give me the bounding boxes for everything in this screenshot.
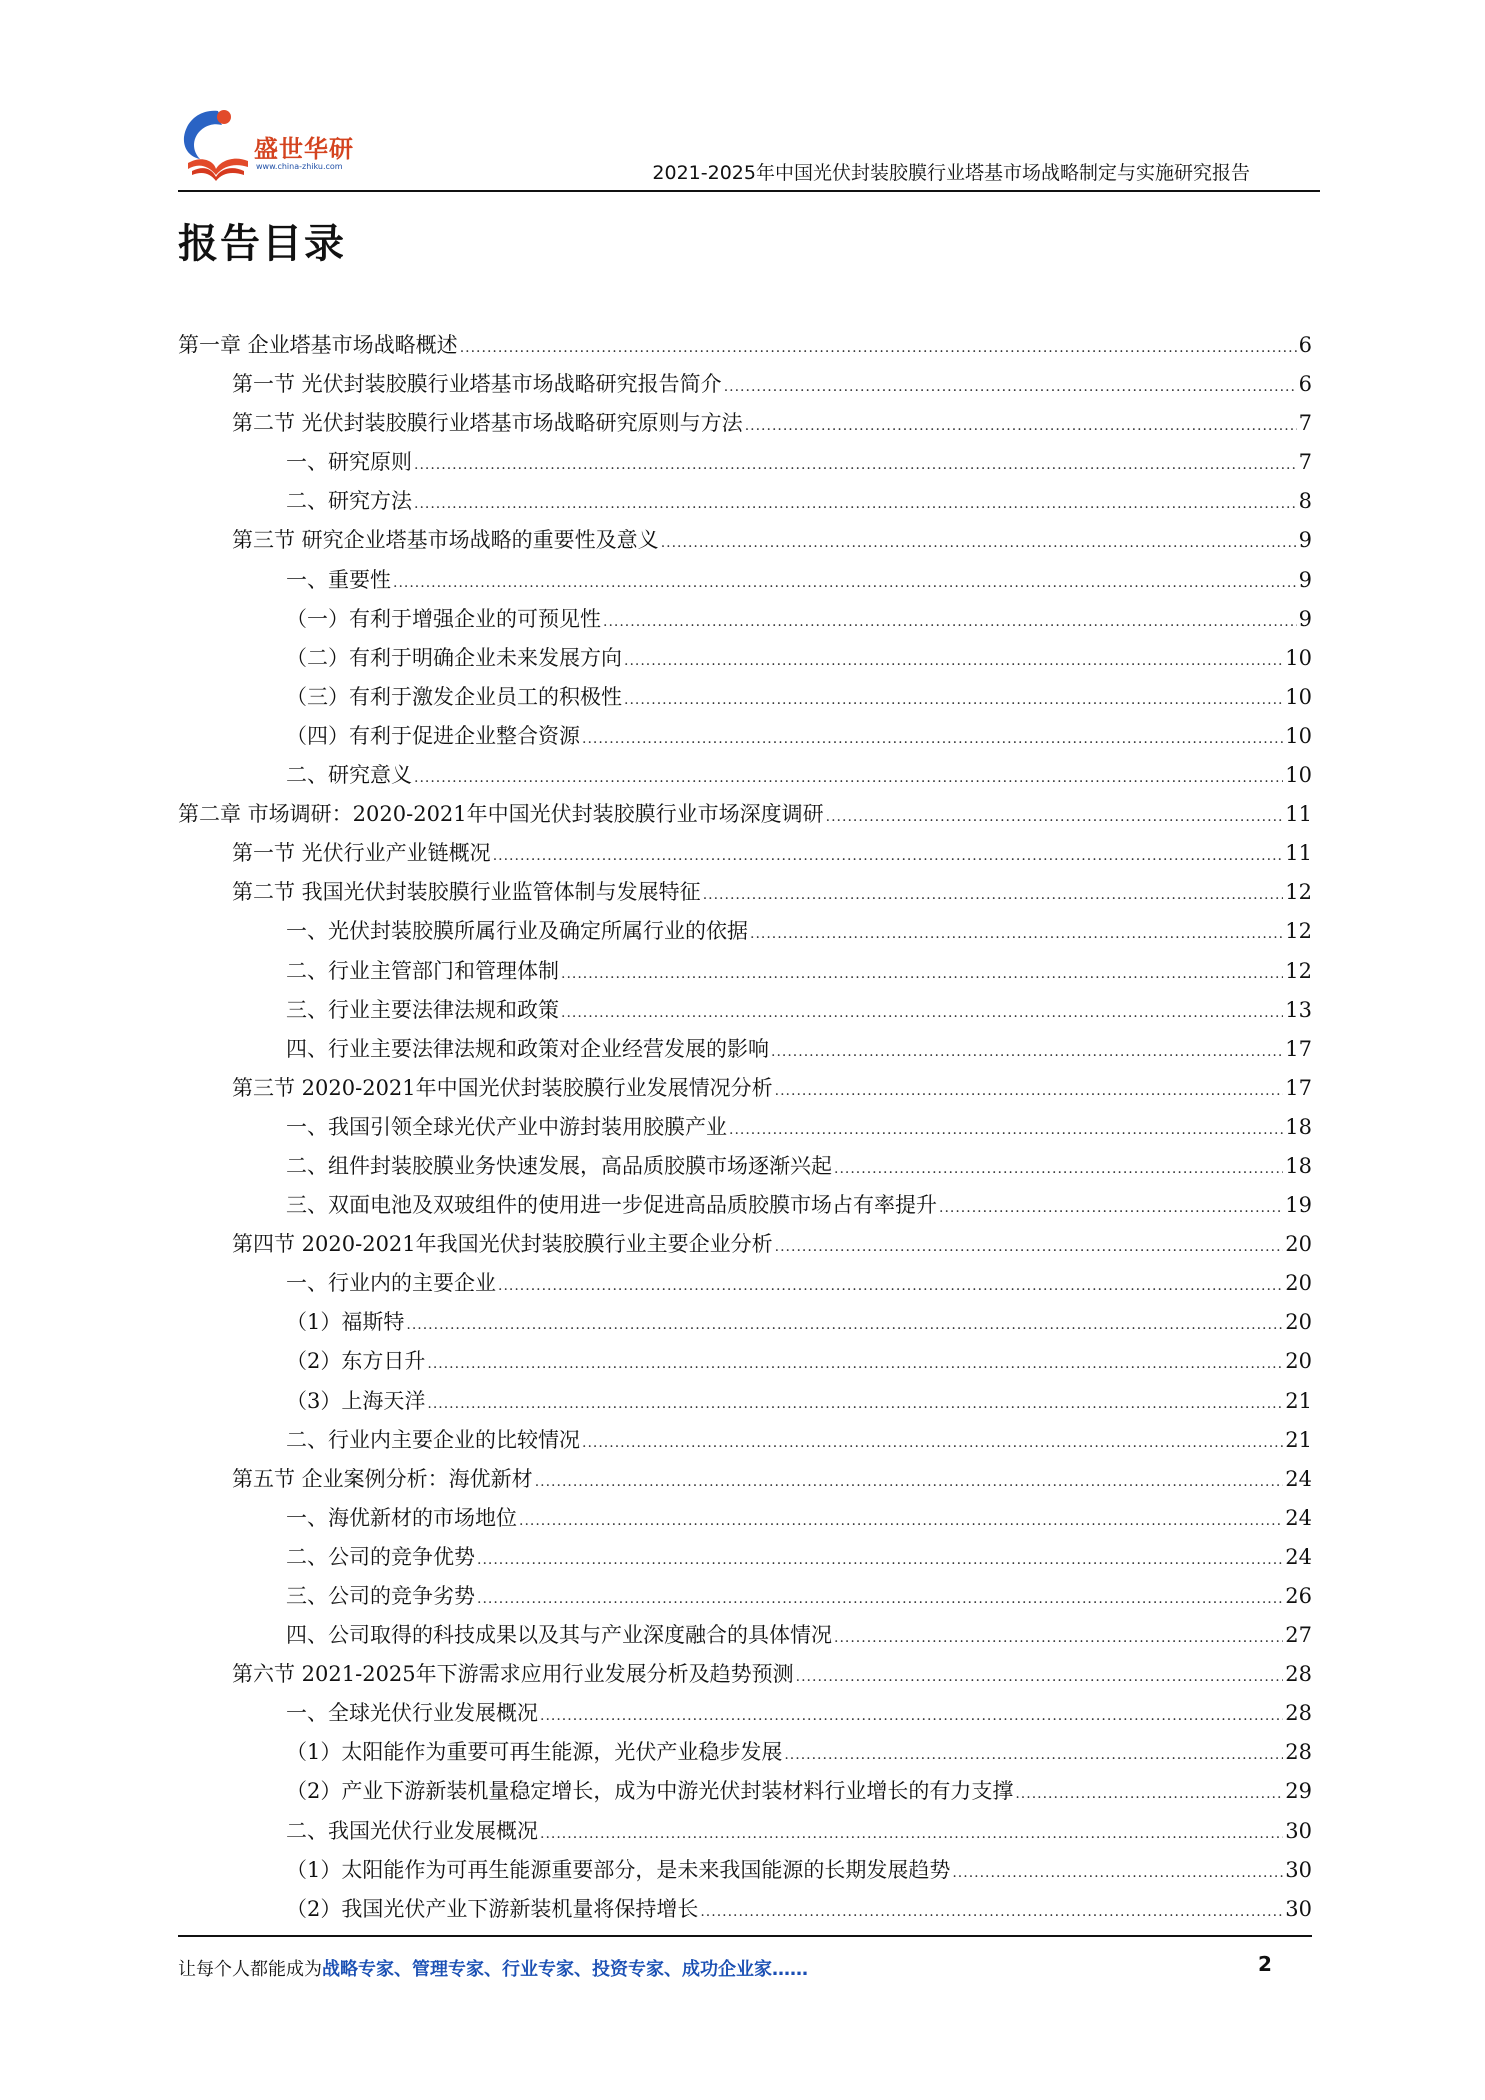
toc-entry[interactable] [178,1342,1312,1381]
toc-dot-leader [700,1893,1283,1932]
toc-entry[interactable] [178,326,1312,365]
toc-entry-page: 24 [1285,1544,1312,1569]
toc-dot-leader [498,1267,1283,1306]
toc-entry[interactable] [178,1616,1312,1655]
toc-entry-title: 二、我国光伏行业发展概况 [286,1818,538,1843]
toc-entry-title: 第二节 光伏封装胶膜行业塔基市场战略研究原则与方法 [232,411,743,436]
toc-dot-leader [952,1854,1283,1893]
toc-entry-page: 12 [1285,919,1312,944]
toc-entry-page: 20 [1285,1271,1312,1296]
toc-entry[interactable] [178,1772,1312,1811]
toc-entry[interactable] [178,365,1312,404]
toc-dot-leader [834,1619,1283,1658]
toc-entry[interactable] [178,756,1312,795]
toc-dot-leader [414,759,1283,798]
toc-entry-page: 9 [1298,528,1312,553]
toc-entry-title: 四、行业主要法律法规和政策对企业经营发展的影响 [286,1036,769,1061]
toc-entry-title: 第一节 光伏行业产业链概况 [232,841,491,866]
toc-entry-page: 24 [1285,1466,1312,1491]
toc-entry-page: 21 [1285,1427,1312,1452]
toc-entry-page: 11 [1285,802,1312,827]
toc-entry[interactable] [178,600,1312,639]
toc-entry[interactable] [178,639,1312,678]
toc-dot-leader [427,1385,1283,1424]
toc-dot-leader [1015,1775,1283,1814]
toc-dot-leader [729,1111,1283,1150]
toc-entry-page: 30 [1285,1857,1312,1882]
toc-entry-title: 第四节 2020-2021年我国光伏封装胶膜行业主要企业分析 [232,1232,773,1257]
toc-entry-page: 7 [1298,450,1312,475]
toc-entry-page: 12 [1285,958,1312,983]
toc-entry-title: 一、全球光伏行业发展概况 [286,1701,538,1726]
toc-dot-leader [834,1150,1283,1189]
toc-dot-leader [624,681,1283,720]
toc-title: 报告目录 [178,221,346,267]
toc-entry[interactable] [178,1851,1312,1890]
toc-dot-leader [561,955,1283,994]
toc-entry[interactable] [178,795,1312,834]
toc-entry[interactable] [178,1225,1312,1264]
toc-entry-page: 28 [1285,1701,1312,1726]
company-logo [178,105,398,185]
toc-entry-page: 30 [1285,1896,1312,1921]
logo-url: www.china-zhiku.com [256,162,343,171]
toc-dot-leader [771,1033,1283,1072]
toc-entry[interactable] [178,1812,1312,1851]
toc-entry-title: 第三节 2020-2021年中国光伏封装胶膜行业发展情况分析 [232,1075,773,1100]
toc-entry-page: 17 [1285,1036,1312,1061]
toc-dot-leader [519,1502,1283,1541]
toc-entry-title: （2）产业下游新装机量稳定增长，成为中游光伏封装材料行业增长的有力支撑 [286,1779,1014,1804]
toc-entry-page: 10 [1285,763,1312,788]
toc-entry-page: 9 [1298,567,1312,592]
footer-divider [178,1935,1312,1937]
table-of-contents [178,326,1312,1929]
toc-dot-leader [603,603,1297,642]
toc-entry-title: 一、行业内的主要企业 [286,1271,496,1296]
toc-entry-page: 28 [1285,1740,1312,1765]
logo-emblem-icon [178,105,254,185]
toc-entry-page: 20 [1285,1232,1312,1257]
toc-entry-page: 10 [1285,723,1312,748]
toc-entry[interactable] [178,1069,1312,1108]
toc-dot-leader [775,1228,1284,1267]
toc-entry-page: 19 [1285,1193,1312,1218]
toc-entry[interactable] [178,1499,1312,1538]
toc-entry[interactable] [178,1460,1312,1499]
toc-dot-leader [535,1463,1284,1502]
toc-entry[interactable] [178,561,1312,600]
toc-entry[interactable] [178,873,1312,912]
header-divider [178,190,1320,192]
toc-entry-title: （二）有利于明确企业未来发展方向 [286,645,622,670]
slogan-prefix: 让每个人都能成为 [178,1959,322,1980]
toc-dot-leader [939,1189,1283,1228]
toc-entry-title: 二、组件封装胶膜业务快速发展，高品质胶膜市场逐渐兴起 [286,1153,832,1178]
toc-dot-leader [661,524,1297,563]
toc-dot-leader [477,1541,1283,1580]
toc-entry-page: 12 [1285,880,1312,905]
toc-entry[interactable] [178,521,1312,560]
toc-entry-title: 三、公司的竞争劣势 [286,1584,475,1608]
toc-entry[interactable] [178,443,1312,482]
toc-entry-title: （2）我国光伏产业下游新装机量将保持增长 [286,1896,699,1921]
toc-entry[interactable] [178,1030,1312,1069]
toc-entry-page: 20 [1285,1310,1312,1335]
toc-dot-leader [477,1580,1283,1619]
toc-entry-title: 一、重要性 [286,567,391,592]
page-number: 2 [1258,1952,1272,1976]
report-title: 2021-2025年中国光伏封装胶膜行业塔基市场战略制定与实施研究报告 [652,162,1250,184]
toc-dot-leader [460,329,1297,368]
toc-entry[interactable] [178,1694,1312,1733]
toc-entry-title: 一、我国引领全球光伏产业中游封装用胶膜产业 [286,1114,727,1139]
toc-entry-page: 21 [1285,1388,1312,1413]
toc-entry-title: 四、公司取得的科技成果以及其与产业深度融合的具体情况 [286,1623,832,1648]
toc-entry-title: （三）有利于激发企业员工的积极性 [286,684,622,709]
toc-dot-leader [582,720,1283,759]
toc-entry-title: 第二节 我国光伏封装胶膜行业监管体制与发展特征 [232,880,701,905]
toc-entry[interactable] [178,1421,1312,1460]
toc-entry[interactable] [178,834,1312,873]
toc-entry[interactable] [178,1733,1312,1772]
toc-entry-title: 二、研究方法 [286,489,412,514]
toc-dot-leader [750,915,1283,954]
toc-entry-title: 三、双面电池及双玻组件的使用进一步促进高品质胶膜市场占有率提升 [286,1193,937,1218]
toc-entry[interactable] [178,404,1312,443]
toc-entry-title: 第一节 光伏封装胶膜行业塔基市场战略研究报告简介 [232,372,722,397]
toc-entry[interactable] [178,482,1312,521]
toc-entry[interactable] [178,1147,1312,1186]
toc-dot-leader [745,407,1297,446]
toc-entry-page: 17 [1285,1075,1312,1100]
toc-dot-leader [414,485,1297,524]
toc-entry[interactable] [178,678,1312,717]
toc-dot-leader [703,876,1284,915]
toc-entry-title: 二、行业内主要企业的比较情况 [286,1427,580,1452]
toc-entry-page: 11 [1285,841,1312,866]
toc-entry-page: 18 [1285,1114,1312,1139]
toc-entry-page: 8 [1298,489,1312,514]
toc-entry-title: （四）有利于促进企业整合资源 [286,723,580,748]
toc-dot-leader [414,446,1297,485]
toc-dot-leader [796,1658,1284,1697]
toc-entry-page: 18 [1285,1153,1312,1178]
toc-entry-page: 26 [1285,1584,1312,1608]
toc-entry-title: （2）东方日升 [286,1349,426,1374]
toc-dot-leader [826,798,1284,837]
toc-entry[interactable] [178,1382,1312,1421]
toc-entry[interactable] [178,1538,1312,1577]
toc-entry-page: 10 [1285,684,1312,709]
toc-dot-leader [582,1424,1283,1463]
slogan-highlight: 战略专家、管理专家、行业专家、投资专家、成功企业家…… [322,1959,808,1980]
toc-entry-page: 20 [1285,1349,1312,1374]
toc-entry-title: 第二章 市场调研：2020-2021年中国光伏封装胶膜行业市场深度调研 [178,802,824,827]
toc-entry[interactable] [178,717,1312,756]
toc-entry-title: （1）福斯特 [286,1310,405,1335]
toc-dot-leader [393,564,1297,603]
toc-entry-title: 第五节 企业案例分析：海优新材 [232,1466,533,1491]
toc-entry[interactable] [178,952,1312,991]
toc-entry-title: 第三节 研究企业塔基市场战略的重要性及意义 [232,528,659,553]
toc-entry-title: 二、研究意义 [286,763,412,788]
toc-dot-leader [406,1306,1283,1345]
toc-entry-title: （1）太阳能作为可再生能源重要部分，是未来我国能源的长期发展趋势 [286,1857,951,1882]
toc-entry-page: 9 [1298,606,1312,631]
toc-entry-title: （1）太阳能作为重要可再生能源，光伏产业稳步发展 [286,1740,783,1765]
toc-entry-page: 6 [1298,333,1312,357]
toc-entry-page: 27 [1285,1623,1312,1648]
toc-entry-title: 一、研究原则 [286,450,412,475]
toc-entry-title: 一、光伏封装胶膜所属行业及确定所属行业的依据 [286,919,748,944]
toc-entry-title: 二、公司的竞争优势 [286,1544,475,1569]
toc-entry[interactable] [178,1264,1312,1303]
toc-dot-leader [561,994,1283,1033]
toc-dot-leader [493,837,1284,876]
toc-entry[interactable] [178,912,1312,951]
toc-entry-page: 13 [1285,997,1312,1022]
toc-dot-leader [427,1345,1283,1384]
toc-entry-page: 24 [1285,1505,1312,1530]
logo-name: 盛世华研 [254,135,354,163]
toc-entry-page: 30 [1285,1818,1312,1843]
toc-entry-title: （3）上海天洋 [286,1388,426,1413]
toc-entry[interactable] [178,1186,1312,1225]
toc-dot-leader [724,368,1297,407]
toc-entry[interactable] [178,1577,1312,1616]
toc-entry-page: 28 [1285,1662,1312,1687]
toc-entry-title: （一）有利于增强企业的可预见性 [286,606,601,631]
toc-entry[interactable] [178,1890,1312,1929]
toc-entry-title: 第六节 2021-2025年下游需求应用行业发展分析及趋势预测 [232,1662,794,1687]
toc-entry-page: 6 [1298,372,1312,397]
page-header [0,0,1485,200]
toc-entry[interactable] [178,1108,1312,1147]
toc-entry[interactable] [178,1655,1312,1694]
toc-dot-leader [624,642,1283,681]
toc-entry[interactable] [178,991,1312,1030]
footer-slogan [178,1955,808,1981]
toc-entry[interactable] [178,1303,1312,1342]
toc-dot-leader [775,1072,1284,1111]
toc-entry-title: 三、行业主要法律法规和政策 [286,997,559,1022]
toc-entry-page: 7 [1298,411,1312,436]
toc-entry-page: 29 [1285,1779,1312,1804]
toc-entry-title: 一、海优新材的市场地位 [286,1505,517,1530]
toc-entry-page: 10 [1285,645,1312,670]
toc-entry-title: 第一章 企业塔基市场战略概述 [178,333,458,357]
toc-dot-leader [540,1815,1283,1854]
toc-entry-title: 二、行业主管部门和管理体制 [286,958,559,983]
toc-dot-leader [540,1697,1283,1736]
toc-dot-leader [784,1736,1283,1775]
